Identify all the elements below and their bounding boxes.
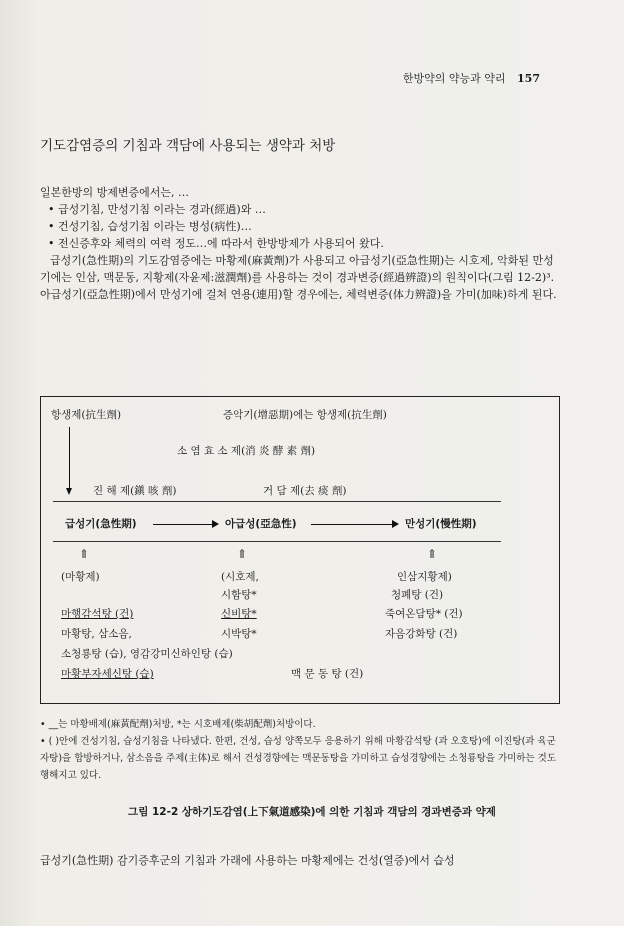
- col3-item-2: 죽여온담탕* (건): [385, 608, 463, 620]
- col1-heading: (마황제): [61, 571, 100, 583]
- stage-subacute: 아급성(亞急性): [225, 518, 297, 530]
- col2-item-2: 신비탕*: [221, 608, 257, 620]
- col3-heading: 인삼지황제): [397, 571, 452, 583]
- col3-item-3: 자음강화탕 (건): [385, 628, 458, 640]
- label-expectorant: 거 담 제(去 痰 劑): [263, 485, 347, 497]
- section-title: 기도감염증의 기침과 객담에 사용되는 생약과 처방: [40, 138, 336, 154]
- note-1: • __는 마황배제(麻黃配劑)처방, *는 시호배제(柴胡配劑)처방이다.: [40, 719, 316, 730]
- up-arrow-1: ⇑: [79, 547, 90, 561]
- up-arrow-3: ⇑: [427, 547, 438, 561]
- running-header: [403, 70, 540, 86]
- intro-lead: 일본한방의 방제변증에서는, …: [40, 186, 190, 199]
- antibiotic-down-arrow: [69, 427, 70, 489]
- bullet-3: • 전신증후와 체력의 여력 정도…에 따라서 한방방제가 사용되어 왔다.: [48, 237, 384, 250]
- stage-chronic: 만성기(慢性期): [405, 518, 477, 530]
- col1-item-2: 마황탕, 삼소음,: [61, 628, 132, 640]
- col1-item-3: 소청룡탕 (습), 영감강미신하인탕 (습): [61, 648, 233, 660]
- bullet-2: • 건성기침, 습성기침 이라는 병성(病性)…: [48, 220, 252, 233]
- intro-paragraph: 급성기(急性期)의 기도감염증에는 마황제(麻黃劑)가 사용되고 아급성기(亞急性期)는 시호제, 악화된 만성기에는 인삼, 맥문동, 지황제(자윤제:滋潤劑)를 사용하는 것이 경과변증(經過辨證)의 원칙이다(그림 12-2)³. 아급성기(亞急性期)에서 만성기에 걸쳐 연용(連用)할 경우에는, 체력변증(体力辨證)을 가미(加味)하게 된다.: [40, 254, 557, 301]
- page-number: 157: [517, 72, 540, 85]
- intro-text: [40, 184, 560, 303]
- col2-item-1: 시함탕*: [221, 589, 257, 601]
- label-exacerbation-antibiotic: 증악기(增惡期)에는 항생제(抗生劑): [223, 409, 387, 421]
- arrow-subacute-to-chronic: [311, 524, 393, 525]
- bottom-center-item: 맥 문 동 탕 (건): [291, 668, 364, 680]
- running-title: 한방약의 약능과 약리: [402, 72, 506, 85]
- figure-notes: [40, 716, 560, 784]
- stage-acute: 급성기(急性期): [65, 518, 137, 530]
- up-arrow-2: ⇑: [237, 547, 248, 561]
- arrow-acute-to-subacute: [153, 524, 213, 525]
- label-antibiotic: 항생제(抗生劑): [51, 409, 122, 421]
- figure-caption: 그림 12-2 상하기도감염(上下氣道感染)에 의한 기침과 객담의 경과변증과 약제: [128, 806, 496, 818]
- divider-upper: [53, 501, 501, 502]
- figure-12-2-diagram: [40, 396, 560, 704]
- label-anti-inflammatory-enzyme: 소 염 효 소 제(消 炎 酵 素 劑): [177, 445, 316, 457]
- col3-item-1: 청폐탕 (건): [391, 589, 444, 601]
- label-antitussive: 진 해 제(鎭 咳 劑): [93, 485, 177, 497]
- bullet-1: • 급성기침, 만성기침 이라는 경과(經過)와 …: [48, 203, 266, 216]
- note-2: • ( )안에 건성기침, 습성기침을 나타냈다. 한편, 건성, 습성 양쪽모두 응용하기 위해 마황감석탕 (과 오호탕)에 이진탕(과 육군자탕)을 합방하거나, 삼소음을 주제(主体)로 해서 건성경향에는 맥문동탕을 가미하고 습성경향에는 소청룡탕을 가미하는 것도 행해지고 있다.: [40, 736, 557, 781]
- closing-paragraph: 급성기(急性期) 감기증후군의 기침과 가래에 사용하는 마황제에는 건성(열증)에서 습성: [40, 854, 455, 867]
- col2-item-3: 시박탕*: [221, 628, 257, 640]
- divider-lower: [53, 541, 501, 542]
- col1-item-1: 마행감석탕 (건): [61, 608, 134, 620]
- col1-item-4: 마황부자세신탕 (습): [61, 668, 154, 680]
- col2-heading: (시호제,: [221, 571, 259, 583]
